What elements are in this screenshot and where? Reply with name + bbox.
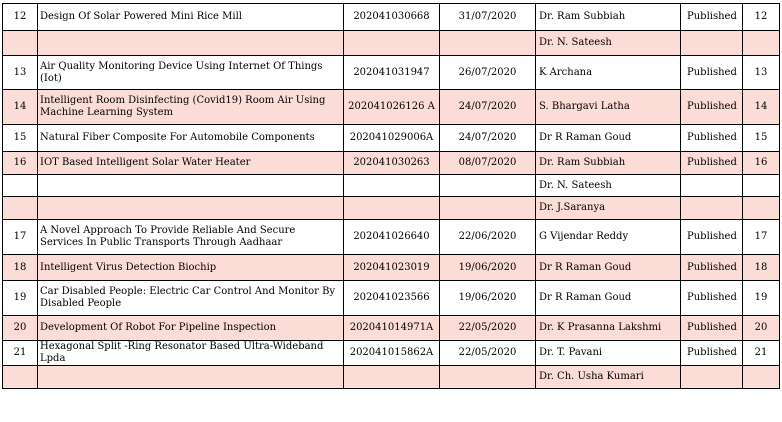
index-number-cell: 15: [743, 125, 780, 152]
serial-number-cell: 13: [3, 56, 38, 90]
application-number-cell: 202041030668: [344, 4, 440, 31]
application-number-cell: 202041026126 A: [344, 90, 440, 125]
invention-title-cell: [38, 31, 344, 56]
filing-date-cell: 26/07/2020: [440, 56, 536, 90]
invention-title-cell: Natural Fiber Composite For Automobile Components: [38, 125, 344, 152]
serial-number-cell: [3, 175, 38, 197]
invention-title-cell: Hexagonal Split -Ring Resonator Based Ultra-Wideband Lpda: [38, 341, 344, 366]
inventor-name-cell: G Vijendar Reddy: [536, 220, 681, 255]
serial-number-cell: [3, 366, 38, 389]
inventor-name-cell: Dr R Raman Goud: [536, 281, 681, 316]
inventor-name-cell: K Archana: [536, 56, 681, 90]
serial-number-cell: 14: [3, 90, 38, 125]
patents-table-body: [3, 4, 780, 389]
application-number-cell: 202041030263: [344, 152, 440, 175]
inventor-name-cell: Dr. Ram Subbiah: [536, 152, 681, 175]
table-row: [3, 316, 780, 341]
table-row: [3, 220, 780, 255]
index-number-cell: [743, 197, 780, 220]
invention-title-cell: A Novel Approach To Provide Reliable And Secure Services In Public Transports Through Aadhaar: [38, 220, 344, 255]
application-number-cell: 202041023566: [344, 281, 440, 316]
table-row: [3, 4, 780, 31]
inventor-name-cell: Dr. K Prasanna Lakshmi: [536, 316, 681, 341]
filing-date-cell: 19/06/2020: [440, 255, 536, 281]
status-cell: Published: [681, 281, 743, 316]
table-row: [3, 56, 780, 90]
filing-date-cell: 22/06/2020: [440, 220, 536, 255]
inventor-name-cell: Dr. Ch. Usha Kumari: [536, 366, 681, 389]
filing-date-cell: [440, 197, 536, 220]
invention-title-cell: Car Disabled People: Electric Car Control And Monitor By Disabled People: [38, 281, 344, 316]
status-cell: Published: [681, 90, 743, 125]
application-number-cell: 202041015862A: [344, 341, 440, 366]
index-number-cell: 18: [743, 255, 780, 281]
table-row: [3, 281, 780, 316]
invention-title-cell: [38, 366, 344, 389]
inventor-name-cell: Dr. N. Sateesh: [536, 175, 681, 197]
status-cell: Published: [681, 255, 743, 281]
serial-number-cell: 20: [3, 316, 38, 341]
invention-title-cell: Air Quality Monitoring Device Using Internet Of Things (Iot): [38, 56, 344, 90]
table-row: [3, 31, 780, 56]
index-number-cell: [743, 31, 780, 56]
serial-number-cell: 16: [3, 152, 38, 175]
status-cell: Published: [681, 316, 743, 341]
index-number-cell: 13: [743, 56, 780, 90]
application-number-cell: 202041014971A: [344, 316, 440, 341]
table-row: [3, 175, 780, 197]
application-number-cell: [344, 197, 440, 220]
application-number-cell: 202041023019: [344, 255, 440, 281]
status-cell: Published: [681, 220, 743, 255]
inventor-name-cell: Dr. T. Pavani: [536, 341, 681, 366]
invention-title-cell: [38, 175, 344, 197]
filing-date-cell: [440, 31, 536, 56]
status-cell: [681, 197, 743, 220]
table-row: [3, 366, 780, 389]
serial-number-cell: 19: [3, 281, 38, 316]
invention-title-cell: IOT Based Intelligent Solar Water Heater: [38, 152, 344, 175]
status-cell: [681, 366, 743, 389]
index-number-cell: [743, 175, 780, 197]
table-row: [3, 125, 780, 152]
application-number-cell: [344, 175, 440, 197]
status-cell: [681, 175, 743, 197]
index-number-cell: 12: [743, 4, 780, 31]
invention-title-cell: Intelligent Virus Detection Biochip: [38, 255, 344, 281]
filing-date-cell: 08/07/2020: [440, 152, 536, 175]
serial-number-cell: 15: [3, 125, 38, 152]
serial-number-cell: 21: [3, 341, 38, 366]
serial-number-cell: 12: [3, 4, 38, 31]
index-number-cell: 14: [743, 90, 780, 125]
filing-date-cell: 22/05/2020: [440, 316, 536, 341]
status-cell: Published: [681, 125, 743, 152]
filing-date-cell: 22/05/2020: [440, 341, 536, 366]
inventor-name-cell: Dr. N. Sateesh: [536, 31, 681, 56]
application-number-cell: [344, 31, 440, 56]
serial-number-cell: 17: [3, 220, 38, 255]
index-number-cell: 19: [743, 281, 780, 316]
filing-date-cell: 19/06/2020: [440, 281, 536, 316]
filing-date-cell: [440, 366, 536, 389]
filing-date-cell: 31/07/2020: [440, 4, 536, 31]
inventor-name-cell: Dr. J.Saranya: [536, 197, 681, 220]
inventor-name-cell: Dr R Raman Goud: [536, 255, 681, 281]
table-row: [3, 197, 780, 220]
table-row: [3, 152, 780, 175]
serial-number-cell: [3, 31, 38, 56]
status-cell: Published: [681, 341, 743, 366]
application-number-cell: 202041026640: [344, 220, 440, 255]
invention-title-cell: Intelligent Room Disinfecting (Covid19) Room Air Using Machine Learning System: [38, 90, 344, 125]
index-number-cell: 17: [743, 220, 780, 255]
application-number-cell: [344, 366, 440, 389]
patents-table: [2, 3, 780, 389]
status-cell: [681, 31, 743, 56]
index-number-cell: [743, 366, 780, 389]
inventor-name-cell: S. Bhargavi Latha: [536, 90, 681, 125]
index-number-cell: 16: [743, 152, 780, 175]
invention-title-cell: Development Of Robot For Pipeline Inspection: [38, 316, 344, 341]
index-number-cell: 20: [743, 316, 780, 341]
filing-date-cell: 24/07/2020: [440, 125, 536, 152]
invention-title-cell: [38, 197, 344, 220]
status-cell: Published: [681, 152, 743, 175]
status-cell: Published: [681, 4, 743, 31]
invention-title-cell: Design Of Solar Powered Mini Rice Mill: [38, 4, 344, 31]
application-number-cell: 202041031947: [344, 56, 440, 90]
table-row: [3, 90, 780, 125]
index-number-cell: 21: [743, 341, 780, 366]
inventor-name-cell: Dr R Raman Goud: [536, 125, 681, 152]
application-number-cell: 202041029006A: [344, 125, 440, 152]
filing-date-cell: 24/07/2020: [440, 90, 536, 125]
inventor-name-cell: Dr. Ram Subbiah: [536, 4, 681, 31]
serial-number-cell: 18: [3, 255, 38, 281]
filing-date-cell: [440, 175, 536, 197]
table-row: [3, 255, 780, 281]
serial-number-cell: [3, 197, 38, 220]
status-cell: Published: [681, 56, 743, 90]
table-row: [3, 341, 780, 366]
